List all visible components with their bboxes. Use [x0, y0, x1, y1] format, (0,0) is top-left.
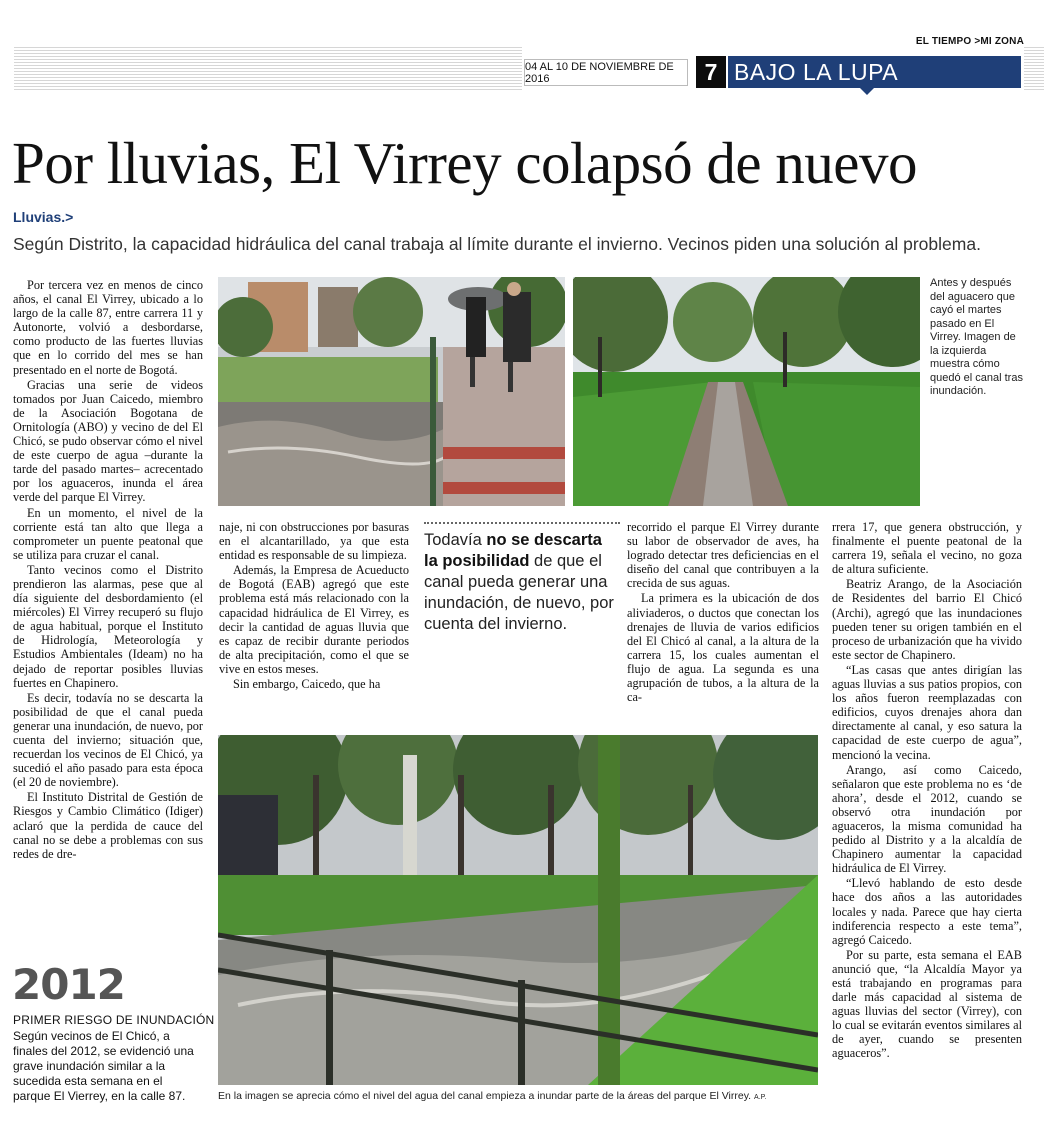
- fact-title: PRIMER RIESGO DE INUNDACIÓN: [13, 1013, 215, 1027]
- paragraph: Es decir, todavía no se descarta la posibilidad de que el canal pueda generar una inundación, de nuevo, por cuenta del invierno; situación que, recuerdan los vecinos de El Chicó, ya sucedió el año pasado para esta época (el 20 de noviembre).: [13, 690, 203, 790]
- header-rules-right: [1024, 47, 1044, 91]
- paragraph: Además, la Empresa de Acueducto de Bogotá (EAB) agregó que este problema está más relacionado con la capacidad hidráulica de El Virrey, es decir la cantidad de aguas lluvia que es capaz de recibir durante periodos de alta precipitación, como el que se vive en estos meses.: [219, 563, 409, 676]
- masthead: EL TIEMPO >MI ZONA: [915, 36, 1024, 47]
- column-4: [832, 520, 1022, 1062]
- paragraph: rrera 17, que genera obstrucción, y finalmente el puente peatonal de la carrera 19, señala el vecino, no goza de altura suficiente.: [832, 520, 1022, 577]
- pull-quote-pre: Todavía: [424, 531, 487, 549]
- paragraph: Por tercera vez en menos de cinco años, el canal El Virrey, ubicado a lo largo de la calle 87, entre carrera 11 y Autonorte, volvió a desbordarse, como producto de las fuertes lluvias que en lo corrido del mes se han presentado en el norte de Bogotá.: [13, 278, 203, 377]
- paragraph: Beatriz Arango, de la Asociación de Residentes del barrio El Chicó (Archi), agregó que las inundaciones pueden tener su origen también en el proceso de urbanización que ha vivido este sector de Chapinero.: [832, 577, 1022, 662]
- fact-year: 2012: [12, 960, 125, 1009]
- bottom-caption: [218, 1090, 818, 1102]
- side-caption: Antes y después del aguacero que cayó el martes pasado en El Virrey. Imagen de la izquierda muestra cómo quedó el canal tras inundación.: [930, 277, 1023, 397]
- pull-quote: [424, 530, 620, 635]
- subhead: Según Distrito, la capacidad hidráulica del canal trabaja al límite durante el invierno. Vecinos piden una solución al problema.: [13, 234, 981, 254]
- photo-park-flood: [218, 735, 818, 1085]
- photo-flood-before: [218, 277, 565, 506]
- page-number: 7: [696, 56, 726, 88]
- section-pointer: [860, 88, 874, 95]
- paragraph: En un momento, el nivel de la corriente está tan alto que llega a comprometer un puente peatonal que se utiliza para cruzar el canal.: [13, 505, 203, 562]
- paragraph: Gracias una serie de videos tomados por Juan Caicedo, miembro de la Asociación Bogotana de Ornitología (ABO) y vecino de del El Chicó, se pudo observar cómo el nivel de este cuerpo de agua –durante la tarde del pasado martes– acrecentado por los aguaceros, inunda el área verde del parque El Virrey.: [13, 377, 203, 505]
- section-title: BAJO LA LUPA: [728, 56, 1021, 88]
- header-rules-left: [14, 47, 522, 91]
- kicker: Lluvias.>: [13, 209, 74, 225]
- pull-quote-post: de que el canal pueda generar una inundación, de nuevo, por cuenta del invierno.: [424, 552, 614, 633]
- photo-canal-after: [573, 277, 920, 506]
- column-3: [627, 520, 819, 705]
- paragraph: “Las casas que antes dirigían las aguas lluvias a sus patios propios, con los años fueron reemplazadas con edificios, cuyos drenajes ahora dan directamente al canal, y eso satura la capacidad de este cuerpo de agua”, mencionó la vecina.: [832, 662, 1022, 762]
- paragraph: “Llevó hablando de esto desde hace dos años a las autoridades locales y nada. Parece que hay cierta indiferencia respecto a este tema”, agregó Caicedo.: [832, 876, 1022, 947]
- column-2: [219, 520, 409, 692]
- pull-quote-bold: no se descarta la posibilidad: [424, 531, 602, 570]
- issue-date: 04 AL 10 DE NOVIEMBRE DE 2016: [524, 59, 688, 86]
- bottom-caption-text: En la imagen se aprecia cómo el nivel del agua del canal empieza a inundar parte de la áreas del parque El Virrey.: [218, 1090, 752, 1102]
- headline: Por lluvias, El Virrey colapsó de nuevo: [12, 130, 917, 196]
- paragraph: El Instituto Distrital de Gestión de Riesgos y Cambio Climático (Idiger) aclaró que la perdida de cauce del canal no se debe a problemas con sus redes de dre-: [13, 790, 203, 861]
- photo-credit: A.P.: [754, 1094, 767, 1101]
- paragraph: La primera es la ubicación de dos aliviaderos, o ductos que conectan los drenajes de lluvia de varios edificios del El Chicó al canal, a la altura de la carrera 15, los cuales aumentan el flujo de agua. La segunda es una agrupación de tubos, a la altura de la ca-: [627, 591, 819, 705]
- paragraph: Sin embargo, Caicedo, que ha: [233, 677, 381, 692]
- paragraph: Arango, así como Caicedo, señalaron que este problema no es ‘de ahora’, desde el 2012, cuando se observó otra inundación por aguaceros, la misma comunidad ha pedido al Distrito y a la alcaldía de Chapinero aumentar la capacidad hidráulica de El Virrey.: [832, 762, 1022, 876]
- pull-quote-rule: [424, 522, 620, 524]
- fact-text: Según vecinos de El Chicó, a finales del 2012, se evidenció una grave inundación similar a la sucedida esta semana en el parque El Vierrey, en la calle 87.: [13, 1029, 194, 1103]
- paragraph: Tanto vecinos como el Distrito prendieron las alarmas, pese que al día siguiente del desbordamiento (el miércoles) El Virrey recuperó su flujo de agua habitual, porque el Instituto de Hidrología, Meteorología y Estudios Ambientales (Ideam) no ha dejado de reportar posibles lluvias fuertes en Chapinero.: [13, 562, 203, 690]
- paragraph: Por su parte, esta semana el EAB anunció que, “la Alcaldía Mayor ya está trabajando en programas para darle más capacidad al sistema de aguas lluvias del sector (Virrey), con lo cual se evitarán eventos similares al de ayer, cuando se presenten aguaceros”.: [832, 947, 1022, 1061]
- paragraph: recorrido el parque El Virrey durante su labor de observador de aves, ha logrado detectar tres deficiencias en el diseño del canal que contribuyen a la crecida de sus aguas.: [627, 520, 819, 591]
- column-1: [13, 278, 203, 862]
- paragraph: naje, ni con obstrucciones por basuras en el alcantarillado, ya que esta entidad es responsable de su limpieza.: [219, 520, 409, 563]
